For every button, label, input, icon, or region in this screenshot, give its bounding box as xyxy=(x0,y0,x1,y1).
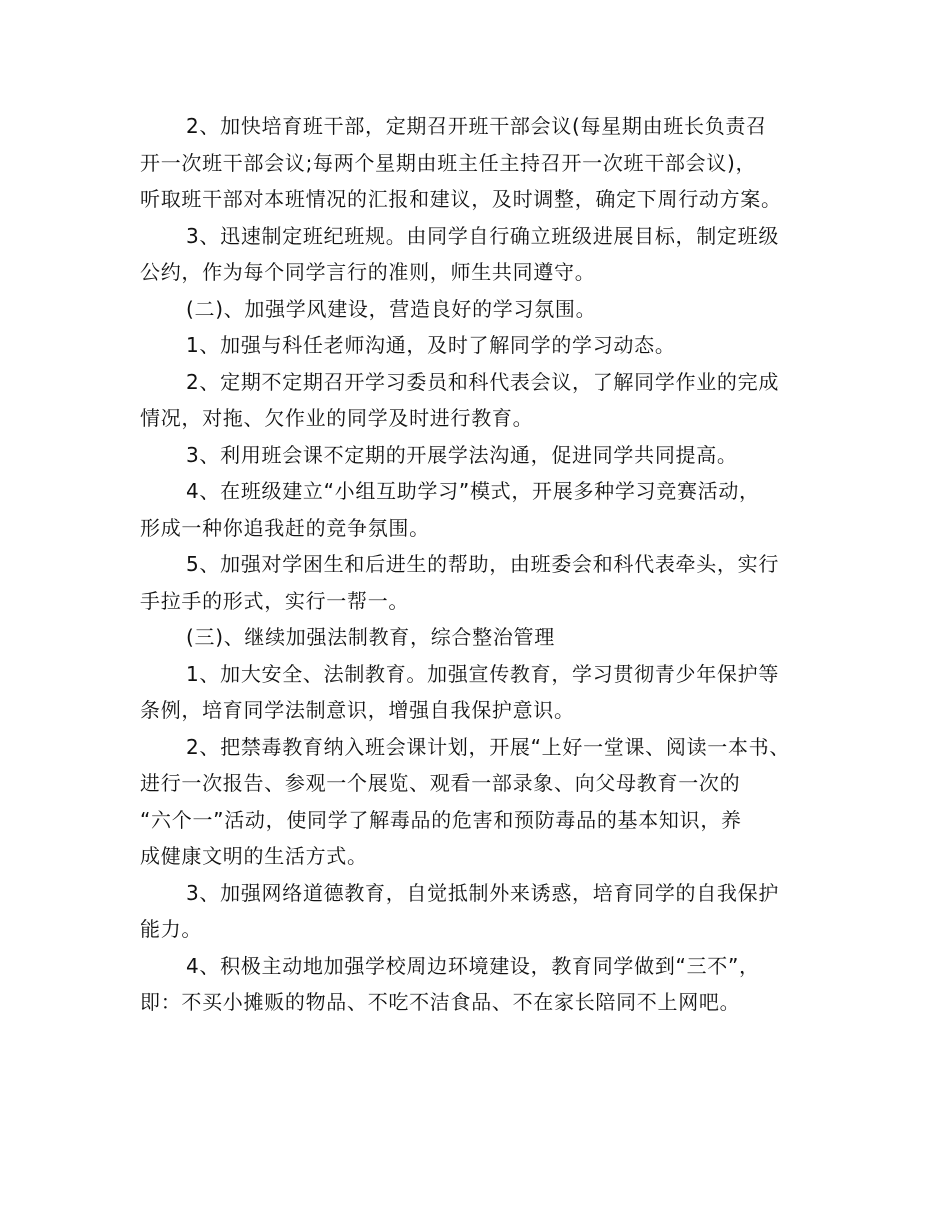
paragraph-line: 3、加强网络道德教育，自觉抵制外来诱惑，培育同学的自我保护 xyxy=(186,880,780,905)
paragraph xyxy=(140,473,820,546)
paragraph xyxy=(140,729,820,875)
paragraph-line: (三)、继续加强法制教育，综合整治管理 xyxy=(186,625,555,649)
paragraph xyxy=(140,948,820,1021)
paragraph-line: 手拉手的形式，实行一帮一。 xyxy=(140,588,410,613)
paragraph-line: 2、定期不定期召开学习委员和科代表会议，了解同学作业的完成 xyxy=(186,369,780,394)
paragraph-line: “六个一”活动，使同学了解毒品的危害和预防毒品的基本知识，养 xyxy=(140,807,742,832)
paragraph-line: 听取班干部对本班情况的汇报和建议，及时调整，确定下周行动方案。 xyxy=(140,187,782,211)
paragraph-line: 5、加强对学困生和后进生的帮助，由班委会和科代表牵头，实行 xyxy=(186,552,780,576)
paragraph xyxy=(140,327,820,364)
paragraph xyxy=(140,218,820,291)
paragraph-line: 2、把禁毒教育纳入班会课计划，开展“上好一堂课、阅读一本书、 xyxy=(186,734,791,759)
document-body xyxy=(140,108,820,1021)
section-heading xyxy=(140,291,820,328)
paragraph-line: 进行一次报告、参观一个展览、观看一部录象、向父母教育一次的 xyxy=(140,771,741,795)
paragraph-line: 2、加快培育班干部，定期召开班干部会议(每星期由班长负责召 xyxy=(186,114,767,138)
paragraph-line: 能力。 xyxy=(140,917,203,941)
paragraph-line: 1、加大安全、法制教育。加强宣传教育，学习贯彻青少年保护等 xyxy=(186,661,780,686)
paragraph-line: 4、在班级建立“小组互助学习”模式，开展多种学习竞赛活动， xyxy=(186,479,760,503)
paragraph-line: 形成一种你追我赶的竞争氛围。 xyxy=(140,515,430,540)
paragraph xyxy=(140,875,820,948)
paragraph xyxy=(140,546,820,619)
section-heading xyxy=(140,619,820,656)
paragraph xyxy=(140,656,820,729)
paragraph-line: (二)、加强学风建设，营造良好的学习氛围。 xyxy=(186,296,597,321)
paragraph-line: 即：不买小摊贩的物品、不吃不洁食品、不在家长陪同不上网吧。 xyxy=(140,990,741,1014)
paragraph-line: 3、迅速制定班纪班规。由同学自行确立班级进展目标，制定班级 xyxy=(186,223,780,248)
paragraph-line: 4、积极主动地加强学校周边环境建设，教育同学做到“三不”， xyxy=(186,953,760,978)
paragraph-line: 1、加强与科任老师沟通，及时了解同学的学习动态。 xyxy=(186,333,676,357)
paragraph xyxy=(140,437,820,474)
paragraph xyxy=(140,108,820,218)
paragraph-line: 成健康文明的生活方式。 xyxy=(140,844,368,868)
paragraph-line: 公约，作为每个同学言行的准则，师生共同遵守。 xyxy=(140,260,596,284)
paragraph-line: 3、利用班会课不定期的开展学法沟通，促进同学共同提高。 xyxy=(186,442,738,467)
paragraph xyxy=(140,364,820,437)
paragraph-line: 开一次班干部会议;每两个星期由班主任主持召开一次班干部会议)， xyxy=(140,150,757,175)
paragraph-line: 情况，对拖、欠作业的同学及时进行教育。 xyxy=(140,406,534,430)
paragraph-line: 条例，培育同学法制意识，增强自我保护意识。 xyxy=(140,698,575,722)
